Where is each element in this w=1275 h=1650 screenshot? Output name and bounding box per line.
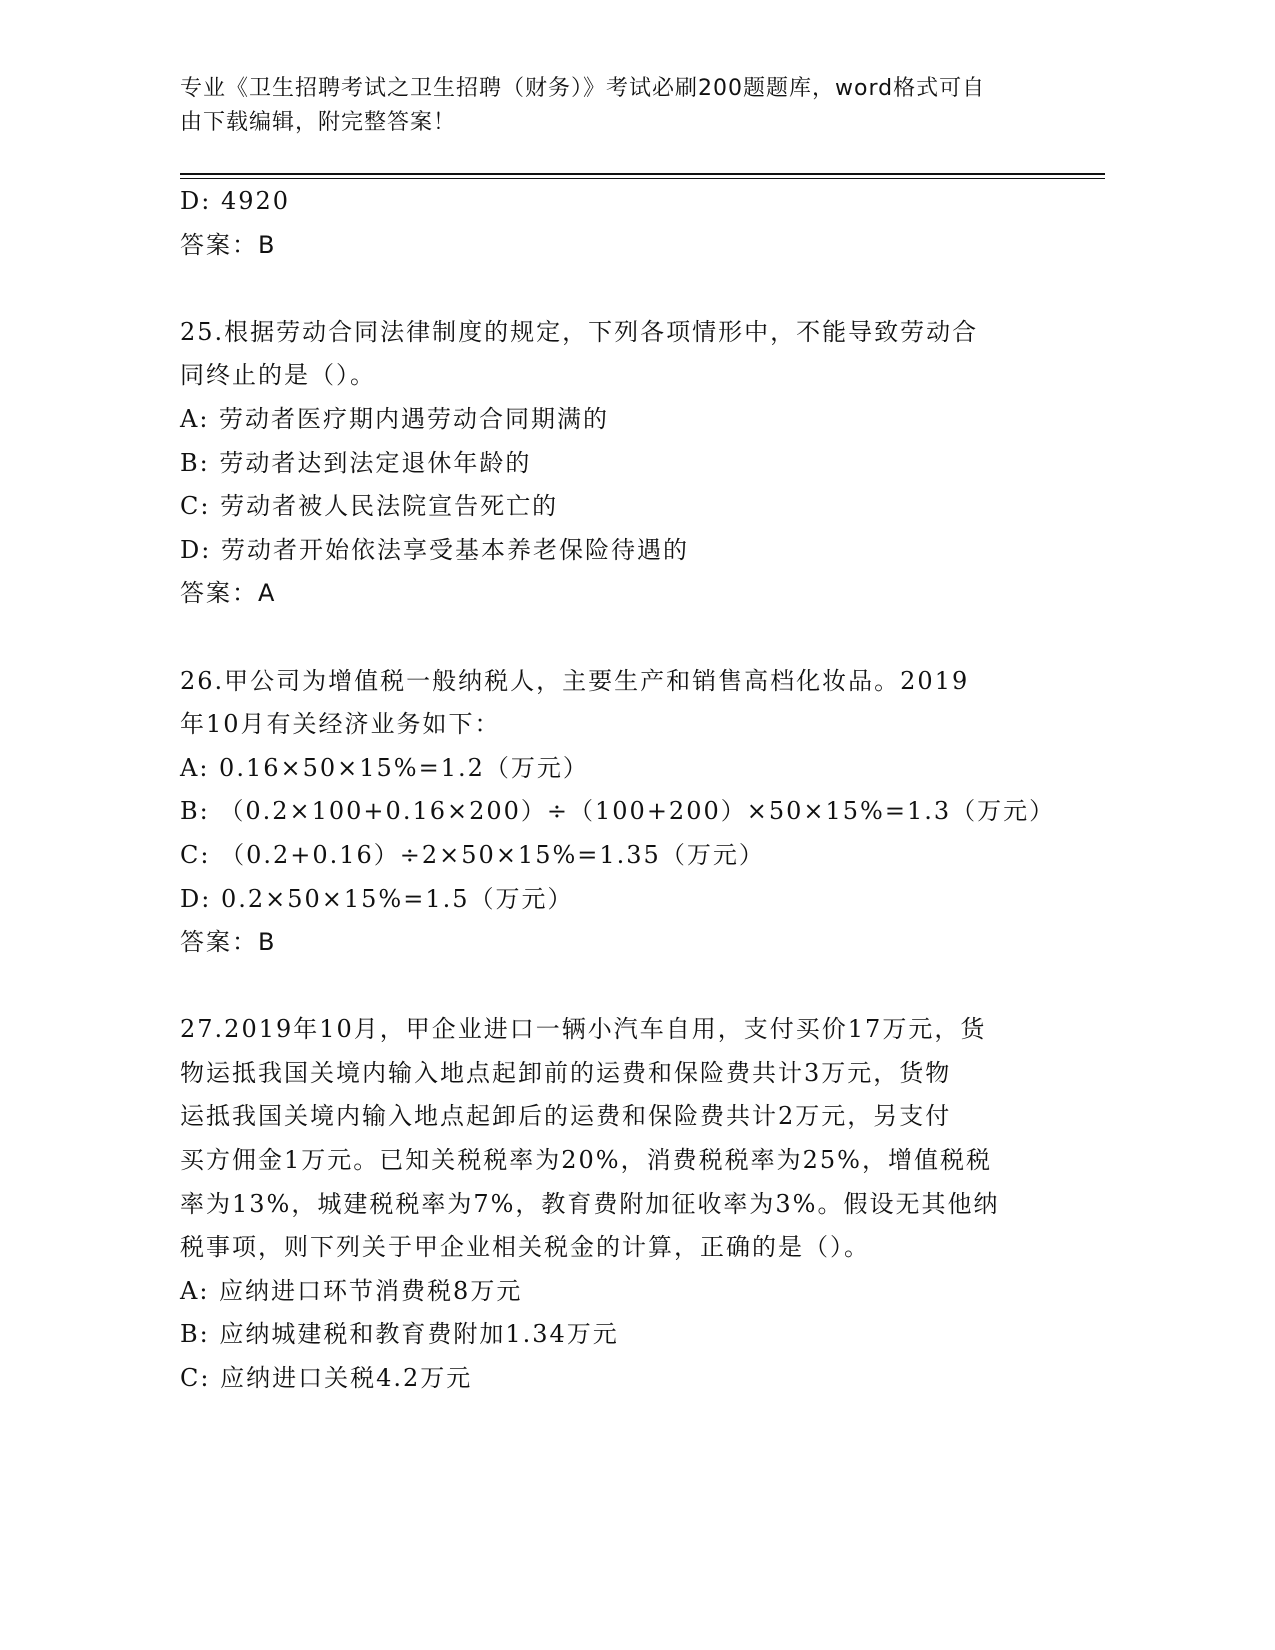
spacer xyxy=(180,267,1040,311)
q25-option-a: A: 劳动者医疗期内遇劳动合同期满的 xyxy=(180,404,610,433)
question-25 xyxy=(180,311,1040,616)
q26-option-c: C: （0.2+0.16）÷2×50×15%=1.35（万元） xyxy=(180,840,765,869)
q25-option-d: D: 劳动者开始依法享受基本养老保险待遇的 xyxy=(180,535,689,564)
question-27 xyxy=(180,1008,1040,1400)
q27-option-a: A: 应纳进口环节消费税8万元 xyxy=(180,1276,523,1305)
question-26 xyxy=(180,660,1056,965)
q26-stem-line-1: 26.甲公司为增值税一般纳税人，主要生产和销售高档化妆品。2019 xyxy=(180,666,970,695)
prev-option-d: D: 4920 xyxy=(180,187,291,215)
prev-question xyxy=(180,180,1040,267)
document-header xyxy=(180,72,1060,140)
q26-stem-line-2: 年10月有关经济业务如下： xyxy=(180,710,501,739)
q25-stem-line-2: 同终止的是（）。 xyxy=(180,361,376,390)
q26-option-a: A: 0.16×50×15%=1.2（万元） xyxy=(180,753,589,782)
q27-option-b: B: 应纳城建税和教育费附加1.34万元 xyxy=(180,1320,619,1349)
q25-stem-line-1: 25.根据劳动合同法律制度的规定，下列各项情形中，不能导致劳动合 xyxy=(180,317,979,346)
header-title-line-1: 专业《卫生招聘考试之卫生招聘（财务）》考试必刷200题题库，word格式可自 xyxy=(180,76,986,101)
spacer xyxy=(180,616,1040,660)
question-content xyxy=(180,180,1056,1401)
q27-stem-line-5: 率为13%，城建税税率为7%，教育费附加征收率为3%。假设无其他纳 xyxy=(180,1189,1000,1218)
q27-stem-line-3: 运抵我国关境内输入地点起卸后的运费和保险费共计2万元，另支付 xyxy=(180,1102,952,1131)
header-divider-thick xyxy=(180,173,1105,175)
prev-answer: 答案：B xyxy=(180,230,277,259)
q27-stem-line-4: 买方佣金1万元。已知关税税率为20%，消费税税率为25%，增值税税 xyxy=(180,1146,992,1175)
q26-option-d: D: 0.2×50×15%=1.5（万元） xyxy=(180,884,574,913)
q26-option-b: B: （0.2×100+0.16×200）÷（100+200）×50×15%=1.3（万元） xyxy=(180,797,1056,826)
q27-option-c: C: 应纳进口关税4.2万元 xyxy=(180,1364,473,1393)
header-title-line-2: 由下载编辑，附完整答案！ xyxy=(180,110,457,135)
q25-option-b: B: 劳动者达到法定退休年龄的 xyxy=(180,448,532,477)
header-divider-thin xyxy=(180,178,1105,179)
q25-answer: 答案：A xyxy=(180,579,277,608)
q27-stem-line-6: 税事项，则下列关于甲企业相关税金的计算，正确的是（）。 xyxy=(180,1233,870,1262)
q27-stem-line-1: 27.2019年10月，甲企业进口一辆小汽车自用，支付买价17万元，货 xyxy=(180,1015,987,1044)
spacer xyxy=(180,965,1040,1009)
q27-stem-line-2: 物运抵我国关境内输入地点起卸前的运费和保险费共计3万元，货物 xyxy=(180,1058,952,1087)
q25-option-c: C: 劳动者被人民法院宣告死亡的 xyxy=(180,492,559,521)
q26-answer: 答案：B xyxy=(180,928,277,957)
